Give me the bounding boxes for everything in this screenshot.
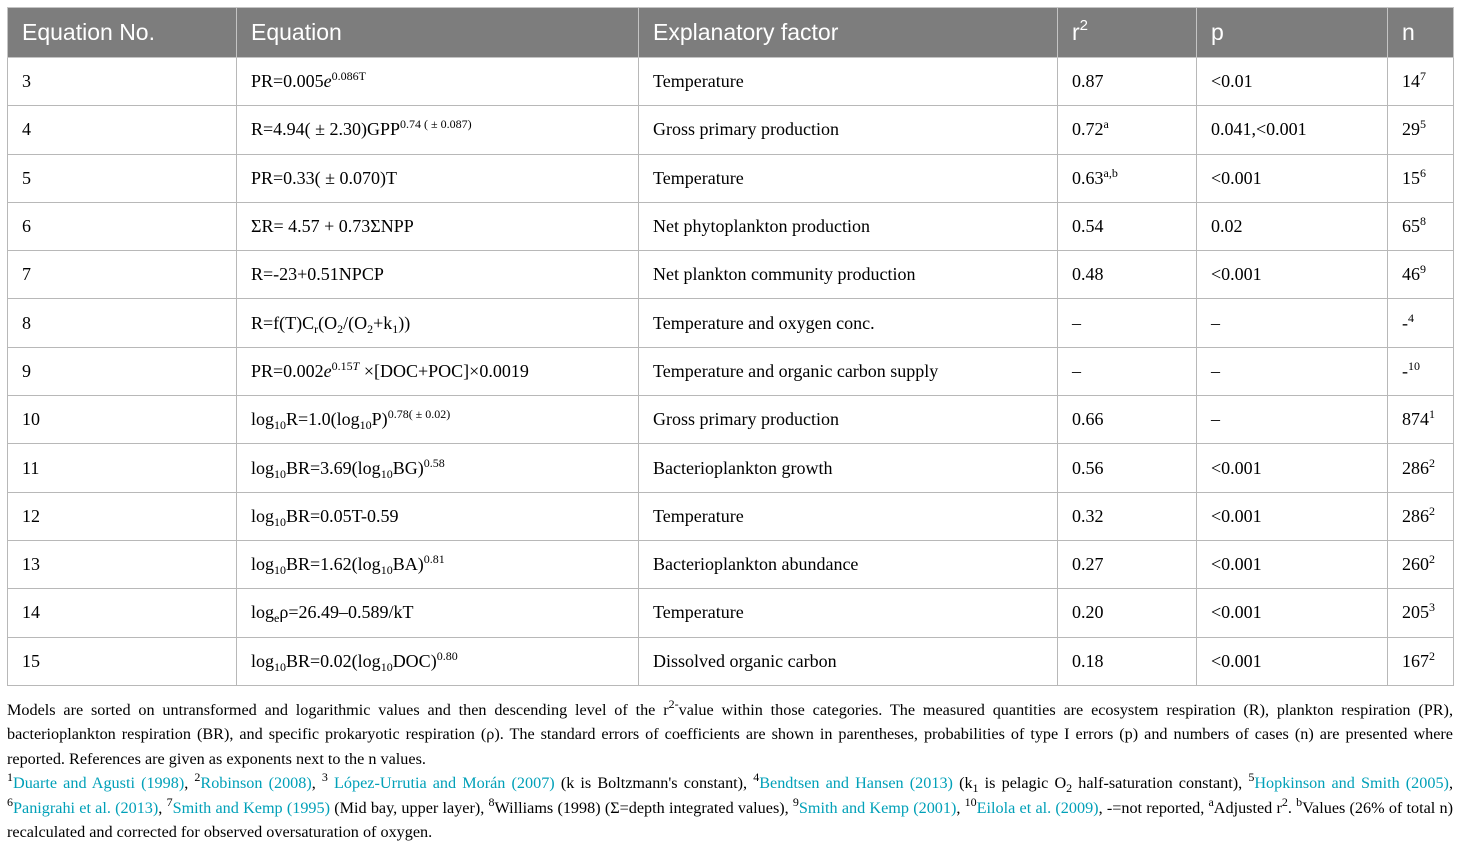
n-cell: -$^{10}$ [1388, 347, 1454, 395]
equation-cell: $PR=0.002e^{0.15T} \times[DOC+POC]\times 0.0019$ [237, 347, 639, 395]
p-cell: <0.001 [1197, 637, 1388, 685]
equation-cell: R=-23+0.51NPCP [237, 251, 639, 299]
factor-cell: Temperature [639, 589, 1058, 637]
eq-no-cell: 14 [8, 589, 237, 637]
header-equation-no: Equation No. [8, 8, 237, 58]
table-row [8, 589, 1454, 637]
equation-cell: $PR=0.005e^{0.086T}$ [237, 58, 639, 106]
reference-link[interactable]: Panigrahi et al. (2013) [13, 798, 159, 817]
n-cell: $15^6$ [1388, 154, 1454, 202]
references-paragraph: $^1$Duarte and Agusti (1998), $^2$Robinson (2008), $^3$ López-Urrutia and Morán (2007) (k is Boltzmann's constant), $^4$Bendtsen and Hansen (2013) ($k_1$ is pelagic $O_2$ half-saturation constant), $^5$Hopkinson and Smith (2005), $^6$Panigrahi et al. (2013), $^7$Smith and Kemp (1995) (Mid bay, upper layer), $^8$Williams (1998) (Σ=depth integrated values), $^9$Smith and Kemp (2001), $^{10}$Eilola et al. (2009), -=not reported, $^a$Adjusted $r^2$. $^b$Values (26% of total n) recalculated and corrected for observed oversaturation of oxygen. [7, 770, 1454, 842]
header-n: n [1388, 8, 1454, 58]
n-cell: $286^2$ [1388, 492, 1454, 540]
factor-cell: Net phytoplankton production [639, 202, 1058, 250]
p-cell: – [1197, 396, 1388, 444]
p-cell: <0.001 [1197, 492, 1388, 540]
factor-cell: Gross primary production [639, 106, 1058, 154]
table-header-row [8, 8, 1454, 58]
p-cell: 0.041,<0.001 [1197, 106, 1388, 154]
equation-cell: $\log_{10}BR=0.05T-0.59$ [237, 492, 639, 540]
equation-table-container [7, 7, 1453, 686]
n-cell: $205^3$ [1388, 589, 1454, 637]
table-row [8, 637, 1454, 685]
reference-link[interactable]: Duarte and Agusti (1998) [13, 774, 185, 793]
eq-no-cell: 9 [8, 347, 237, 395]
eq-no-cell: 4 [8, 106, 237, 154]
r2-cell: 0.63$^{a,b}$ [1058, 154, 1197, 202]
n-cell: $286^2$ [1388, 444, 1454, 492]
header-explanatory-factor: Explanatory factor [639, 8, 1058, 58]
r2-cell: 0.48 [1058, 251, 1197, 299]
header-p: p [1197, 8, 1388, 58]
n-cell: $46^9$ [1388, 251, 1454, 299]
reference-link[interactable]: Robinson (2008) [200, 774, 312, 793]
eq-no-cell: 6 [8, 202, 237, 250]
n-cell: -$^4$ [1388, 299, 1454, 347]
table-footnotes [7, 698, 1453, 844]
table-row [8, 106, 1454, 154]
factor-cell: Temperature [639, 58, 1058, 106]
p-cell: <0.001 [1197, 540, 1388, 588]
header-equation: Equation [237, 8, 639, 58]
r2-cell: – [1058, 347, 1197, 395]
equation-cell: $\log_{10}BR=0.02(\log_{10}DOC)^{0.80}$ [237, 637, 639, 685]
factor-cell: Temperature and organic carbon supply [639, 347, 1058, 395]
reference-link[interactable]: Smith and Kemp (2001) [798, 798, 957, 817]
n-cell: $14^7$ [1388, 58, 1454, 106]
eq-no-cell: 8 [8, 299, 237, 347]
equation-cell: $\log_{10}R=1.0(\log_{10}P)^{0.78( \pm 0.02)}$ [237, 396, 639, 444]
p-cell: <0.001 [1197, 251, 1388, 299]
p-cell: <0.001 [1197, 589, 1388, 637]
p-cell: <0.01 [1197, 58, 1388, 106]
n-cell: $29^5$ [1388, 106, 1454, 154]
factor-cell: Bacterioplankton growth [639, 444, 1058, 492]
r2-cell: 0.54 [1058, 202, 1197, 250]
reference-link[interactable]: Smith and Kemp (1995) [172, 798, 331, 817]
table-notes-paragraph: Models are sorted on untransformed and logarithmic values and then descending level of the $r^{2-}value$ within those categories. The measured quantities are ecosystem respiration (R), plankton respiration (PR), bacterioplankton respiration (BR), and specific prokaryotic respiration (ρ). The standard errors of coefficients are shown in parentheses, probabilities of type I errors (p) and numbers of cases (n) are presented where reported. References are given as exponents next to the n values. [7, 697, 1453, 768]
factor-cell: Temperature [639, 492, 1058, 540]
reference-link[interactable]: Bendtsen and Hansen (2013) [759, 774, 953, 793]
r2-cell: 0.27 [1058, 540, 1197, 588]
p-cell: <0.001 [1197, 444, 1388, 492]
eq-no-cell: 7 [8, 251, 237, 299]
table-row [8, 396, 1454, 444]
eq-no-cell: 5 [8, 154, 237, 202]
eq-no-cell: 13 [8, 540, 237, 588]
p-cell: 0.02 [1197, 202, 1388, 250]
table-row [8, 251, 1454, 299]
n-cell: $260^2$ [1388, 540, 1454, 588]
table-row [8, 540, 1454, 588]
eq-no-cell: 3 [8, 58, 237, 106]
factor-cell: Bacterioplankton abundance [639, 540, 1058, 588]
equation-cell: PR=0.33( ± 0.070)T [237, 154, 639, 202]
table-row [8, 347, 1454, 395]
equation-cell: $\log_{10}BR=1.62(\log_{10}BA)^{0.81}$ [237, 540, 639, 588]
r2-cell: 0.20 [1058, 589, 1197, 637]
eq-no-cell: 10 [8, 396, 237, 444]
factor-cell: Net plankton community production [639, 251, 1058, 299]
r2-cell: 0.87 [1058, 58, 1197, 106]
eq-no-cell: 12 [8, 492, 237, 540]
equation-cell: $R=4.94( \pm 2.30)GPP^{0.74 ( \pm 0.087)}$ [237, 106, 639, 154]
p-cell: – [1197, 347, 1388, 395]
equation-cell: $R=f(T)C_r(O_2/(O_2+k_1))$ [237, 299, 639, 347]
factor-cell: Dissolved organic carbon [639, 637, 1058, 685]
factor-cell: Gross primary production [639, 396, 1058, 444]
equation-cell: $\log_e\rho=26.49-0.589/kT$ [237, 589, 639, 637]
n-cell: $874^1$ [1388, 396, 1454, 444]
header-r2: $r^2$ [1058, 8, 1197, 58]
r2-cell: 0.66 [1058, 396, 1197, 444]
table-row [8, 154, 1454, 202]
table-row [8, 492, 1454, 540]
eq-no-cell: 15 [8, 637, 237, 685]
p-cell: <0.001 [1197, 154, 1388, 202]
r2-cell: 0.72$^a$ [1058, 106, 1197, 154]
factor-cell: Temperature [639, 154, 1058, 202]
table-row [8, 299, 1454, 347]
table-row [8, 58, 1454, 106]
r2-cell: 0.18 [1058, 637, 1197, 685]
reference-link[interactable]: López-Urrutia and Morán (2007) [327, 774, 555, 793]
respiration-models-table [7, 7, 1454, 686]
table-row [8, 444, 1454, 492]
n-cell: $167^2$ [1388, 637, 1454, 685]
reference-link[interactable]: Hopkinson and Smith (2005) [1254, 774, 1449, 793]
equation-cell: $\log_{10}BR=3.69(\log_{10}BG)^{0.58}$ [237, 444, 639, 492]
table-row [8, 202, 1454, 250]
reference-link[interactable]: Eilola et al. (2009) [976, 798, 1099, 817]
p-cell: – [1197, 299, 1388, 347]
n-cell: $65^8$ [1388, 202, 1454, 250]
r2-cell: 0.56 [1058, 444, 1197, 492]
factor-cell: Temperature and oxygen conc. [639, 299, 1058, 347]
equation-cell: ΣR= 4.57 + 0.73ΣNPP [237, 202, 639, 250]
eq-no-cell: 11 [8, 444, 237, 492]
r2-cell: – [1058, 299, 1197, 347]
r2-cell: 0.32 [1058, 492, 1197, 540]
